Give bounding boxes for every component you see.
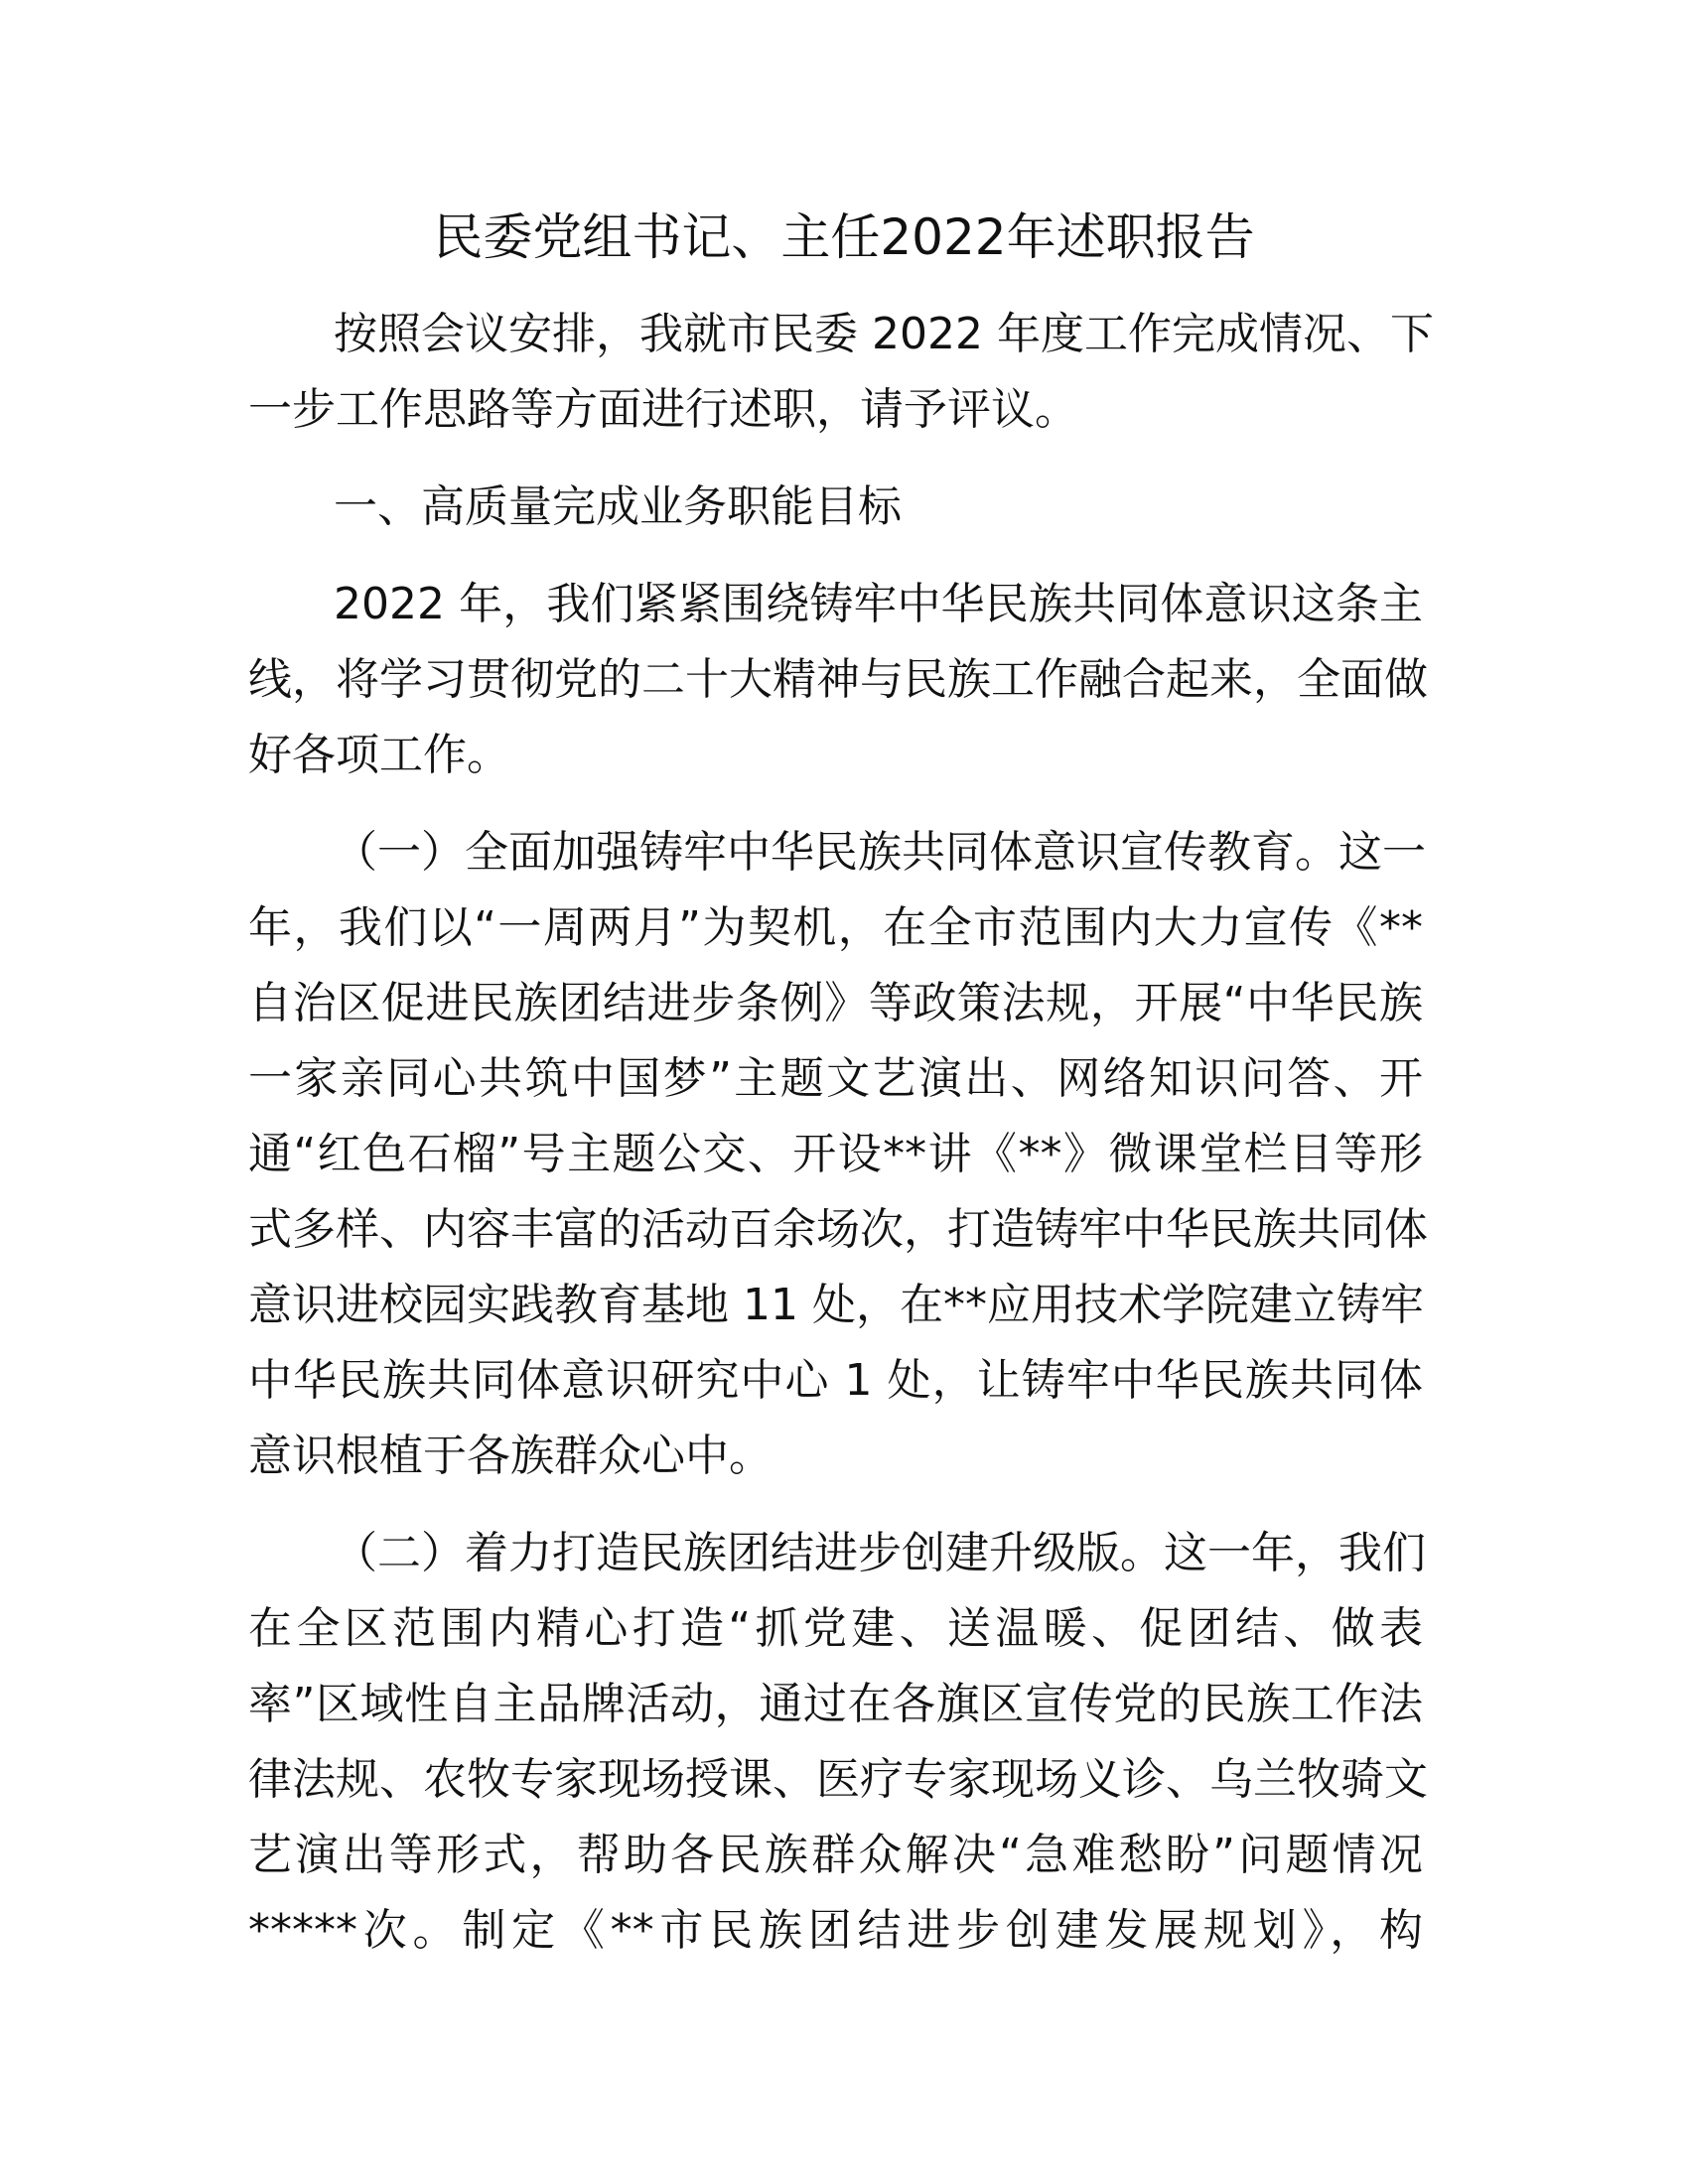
text-line: 好各项工作。: [248, 730, 510, 780]
text-line: 年，我们以“一周两月”为契机，在全市范围内大力宣传《**: [248, 902, 1423, 953]
text-line: （一）全面加强铸牢中华民族共同体意识宣传教育。这一: [334, 827, 1426, 878]
text-line: 自治区促进民族团结进步条例》等政策法规，开展“中华民族: [248, 978, 1423, 1028]
text-line: *****次。制定《**市民族团结进步创建发展规划》，构: [248, 1905, 1423, 1956]
text-line: 艺演出等形式，帮助各民族群众解决“急难愁盼”问题情况: [248, 1830, 1423, 1880]
text-line: 一家亲同心共筑中国梦”主题文艺演出、网络知识问答、开: [248, 1053, 1423, 1104]
paragraph: [248, 1516, 1428, 1969]
text-line: 意识根植于各族群众心中。: [248, 1431, 773, 1481]
text-line: 意识进校园实践教育基地 11 处，在**应用技术学院建立铸牢: [248, 1280, 1424, 1330]
paragraph: [248, 815, 1428, 1494]
paragraph: [248, 567, 1428, 793]
text-line: 按照会议安排，我就市民委 2022 年度工作完成情况、下: [334, 309, 1434, 359]
text-line: 一、高质量完成业务职能目标: [334, 481, 902, 532]
text-line: 式多样、内容丰富的活动百余场次，打造铸牢中华民族共同体: [248, 1204, 1428, 1255]
text-line: 2022 年，我们紧紧围绕铸牢中华民族共同体意识这条主: [334, 579, 1423, 629]
text-line: 中华民族共同体意识研究中心 1 处，让铸牢中华民族共同体: [248, 1355, 1423, 1406]
document-title: 民委党组书记、主任2022年述职报告: [433, 208, 1255, 266]
text-line: （二）着力打造民族团结进步创建升级版。这一年，我们: [334, 1528, 1426, 1578]
document-body: [248, 297, 1434, 1969]
text-line: 通“红色石榴”号主题公交、开设**讲《**》微课堂栏目等形: [248, 1129, 1423, 1179]
text-line: 律法规、农牧专家现场授课、医疗专家现场义诊、乌兰牧骑文: [248, 1754, 1428, 1805]
paragraph: [248, 470, 1423, 545]
text-line: 一步工作思路等方面进行述职，请予评议。: [248, 384, 1078, 435]
text-line: 率”区域性自主品牌活动，通过在各旗区宣传党的民族工作法: [248, 1679, 1423, 1729]
paragraph: [248, 297, 1434, 448]
text-line: 在全区范围内精心打造“抓党建、送温暖、促团结、做表: [248, 1603, 1423, 1654]
text-line: 线，将学习贯彻党的二十大精神与民族工作融合起来，全面做: [248, 654, 1428, 705]
